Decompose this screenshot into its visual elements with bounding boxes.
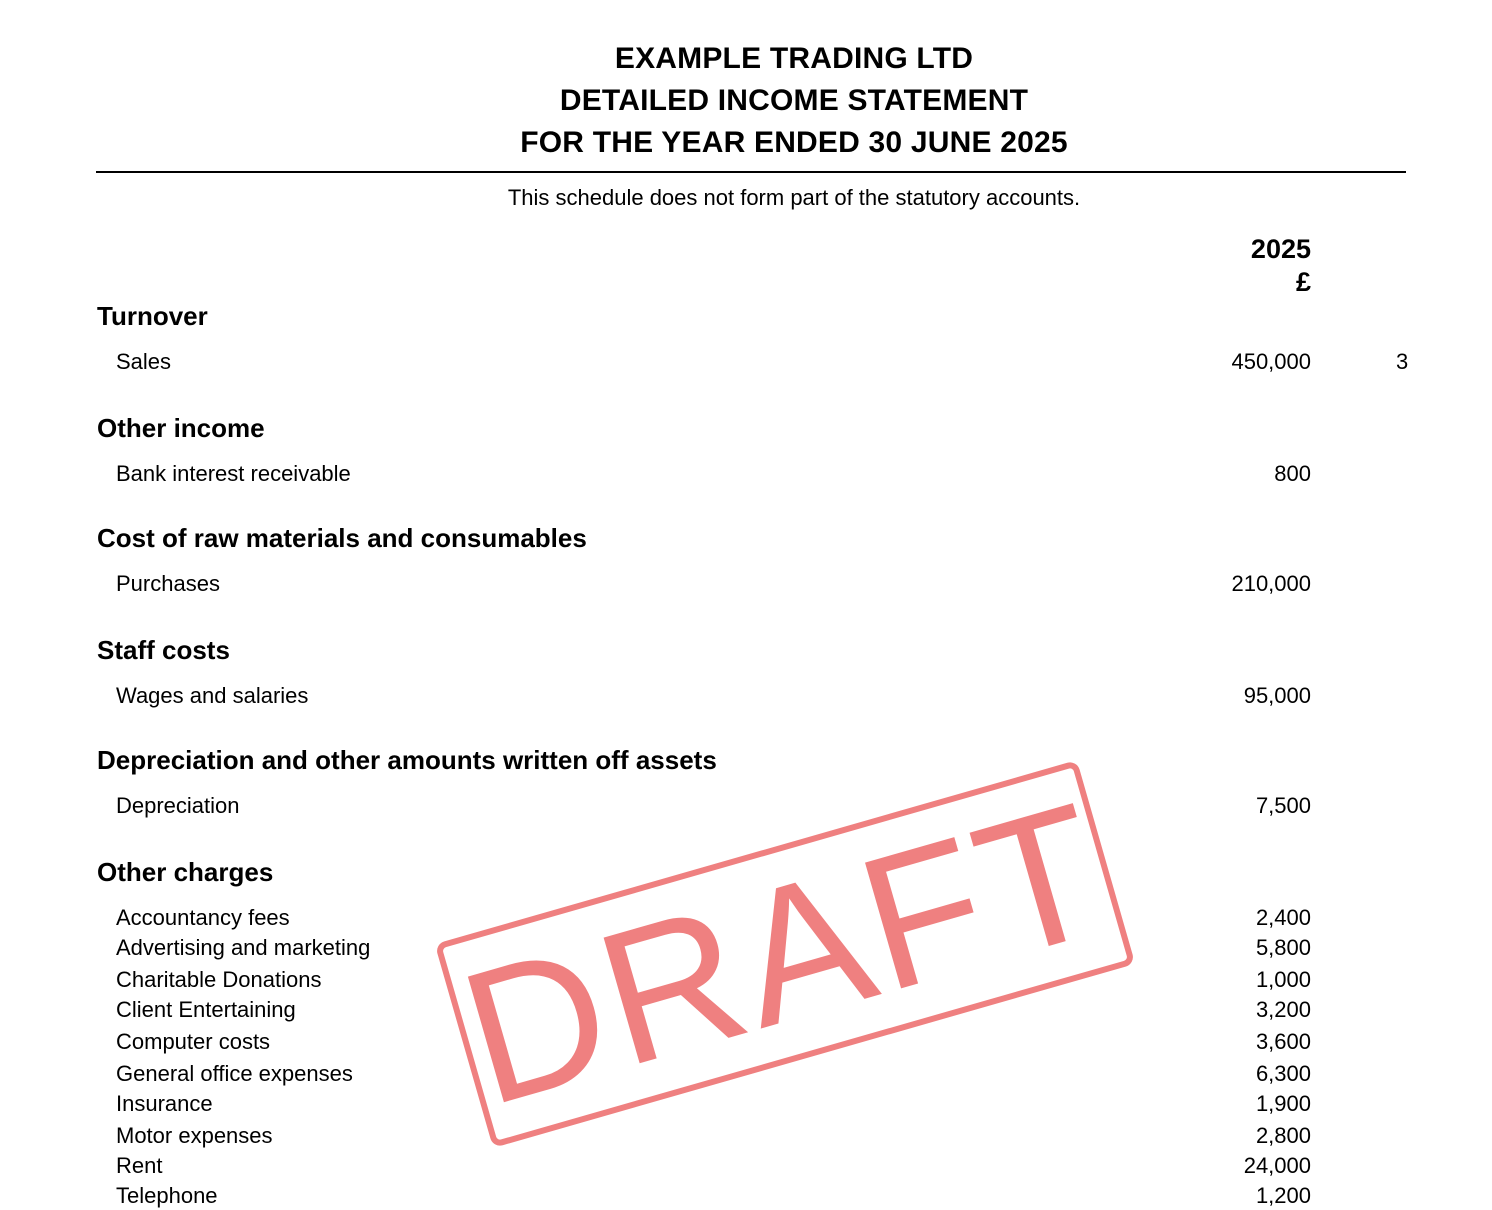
clipped-prior-year-amount: 3 (1396, 349, 1409, 374)
line-label-client-entertaining: Client Entertaining (116, 997, 296, 1022)
line-label-general-office: General office expenses (116, 1061, 353, 1086)
line-amount-telephone: 1,200 (1255, 1183, 1311, 1208)
line-amount-depreciation: 7,500 (1255, 793, 1311, 818)
line-amount-rent: 24,000 (1243, 1153, 1311, 1178)
line-amount-bank-interest: 800 (1274, 461, 1311, 486)
statutory-note: This schedule does not form part of the statutory accounts. (507, 185, 1081, 210)
section-heading-depreciation: Depreciation and other amounts written off assets (97, 745, 717, 775)
draft-stamp-text: DRAFT (441, 762, 1129, 1146)
column-currency-header: £ (1295, 267, 1311, 297)
section-heading-staff-costs: Staff costs (97, 635, 230, 665)
line-label-bank-interest: Bank interest receivable (116, 461, 351, 486)
line-amount-general-office: 6,300 (1255, 1061, 1311, 1086)
statement-title: DETAILED INCOME STATEMENT (559, 84, 1029, 117)
column-year-header: 2025 (1250, 234, 1311, 264)
document-header (96, 38, 1492, 164)
line-amount-wages: 95,000 (1243, 683, 1311, 708)
line-label-accountancy-fees: Accountancy fees (116, 905, 290, 930)
line-label-charitable-donations: Charitable Donations (116, 967, 322, 992)
header-rule (96, 171, 1406, 173)
line-amount-client-entertaining: 3,200 (1255, 997, 1311, 1022)
section-heading-turnover: Turnover (97, 301, 208, 331)
line-label-depreciation: Depreciation (116, 793, 240, 818)
line-amount-purchases: 210,000 (1231, 571, 1311, 596)
company-name: EXAMPLE TRADING LTD (614, 42, 974, 75)
line-amount-advertising: 5,800 (1255, 935, 1311, 960)
line-label-purchases: Purchases (116, 571, 220, 596)
line-amount-motor-expenses: 2,800 (1255, 1123, 1311, 1148)
line-label-insurance: Insurance (116, 1091, 213, 1116)
line-label-telephone: Telephone (116, 1183, 218, 1208)
line-amount-computer-costs: 3,600 (1255, 1029, 1311, 1054)
line-label-rent: Rent (116, 1153, 163, 1178)
section-heading-raw-materials: Cost of raw materials and consumables (97, 523, 587, 553)
line-amount-charitable-donations: 1,000 (1255, 967, 1311, 992)
line-label-advertising: Advertising and marketing (116, 935, 371, 960)
section-heading-other-income: Other income (97, 413, 265, 443)
statement-period: FOR THE YEAR ENDED 30 JUNE 2025 (520, 126, 1068, 159)
line-label-computer-costs: Computer costs (116, 1029, 271, 1054)
line-amount-insurance: 1,900 (1255, 1091, 1311, 1116)
line-label-wages: Wages and salaries (116, 683, 309, 708)
section-heading-other-charges: Other charges (97, 857, 274, 887)
line-label-sales: Sales (116, 349, 172, 374)
line-amount-accountancy-fees: 2,400 (1255, 905, 1311, 930)
line-amount-sales: 450,000 (1231, 349, 1311, 374)
line-label-motor-expenses: Motor expenses (116, 1123, 273, 1148)
draft-stamp (435, 760, 1136, 1148)
